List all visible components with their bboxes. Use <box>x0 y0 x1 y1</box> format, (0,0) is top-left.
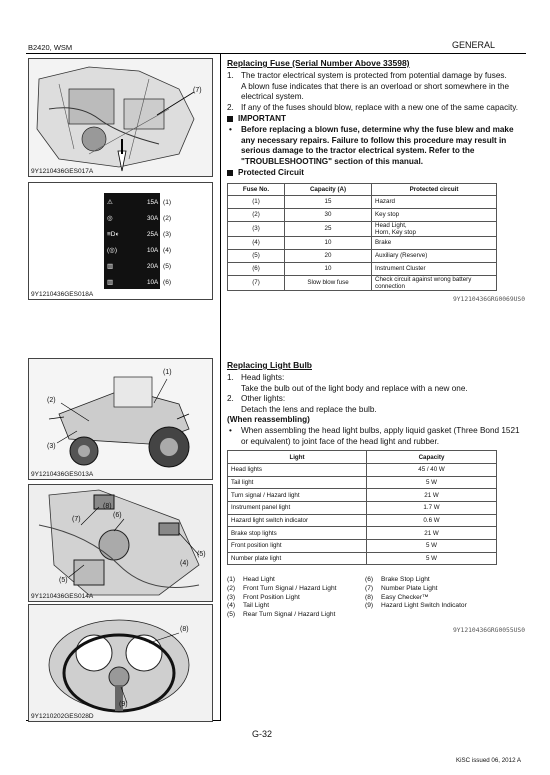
square-bullet-icon <box>227 170 233 176</box>
table-cell: Turn signal / Hazard light <box>228 489 367 502</box>
fuse-step-2: 2. If any of the fuses should blow, replace with a new one of the same capacity. <box>227 102 519 112</box>
fuse-number: (4) <box>163 247 172 254</box>
table-cell: 10 <box>285 236 372 249</box>
square-bullet-icon <box>227 116 233 122</box>
reassembling-text: • When assembling the head light bulbs, apply liquid gasket (Three Bond 1521 or equivalent) to joint face of the head light and rubber. <box>229 425 520 446</box>
fuse-number: (3) <box>163 231 172 238</box>
manual-icon: ▥ <box>107 263 114 270</box>
bulb-section-title: Replacing Light Bulb <box>227 360 312 370</box>
important-text: • Before replacing a blown fuse, determine why the fuse blew and make any necessary repairs. Failure to follow this procedure may result in serious damage to the tractor electrical system. Refer to the "TROUBLESHOOTING" section of this manual. <box>229 124 514 166</box>
table-cell: 30 <box>285 208 372 221</box>
engine-illustration <box>29 59 212 176</box>
table-row <box>228 208 497 221</box>
fuse-number-column <box>163 195 171 291</box>
table-cell: (6) <box>228 262 285 275</box>
figure-id: 9Y1210202GES028D <box>31 713 94 720</box>
fuse-amp-column <box>147 195 158 291</box>
issued-note: KiSC issued 06, 2012 A <box>456 757 522 764</box>
legend-item <box>365 594 467 603</box>
legend-label: Number Plate Light <box>381 584 438 592</box>
column-header: Fuse No. <box>228 183 285 195</box>
table-cell: Key stop <box>372 208 497 221</box>
legend-item <box>365 585 467 594</box>
table-cell: 20 <box>285 249 372 262</box>
figure-id: 9Y1210436GES018A <box>31 291 94 298</box>
reassembling-heading: (When reassembling) <box>227 415 310 425</box>
callout-8: (8) <box>180 626 189 633</box>
callout-2: (2) <box>47 397 56 404</box>
table-cell: 1.7 W <box>367 501 497 514</box>
legend <box>227 576 525 619</box>
bulb-section <box>227 360 525 634</box>
table-row <box>228 514 497 527</box>
column-header: Capacity (A) <box>285 183 372 195</box>
table-row <box>228 195 497 208</box>
table-cell: Tail light <box>228 476 367 489</box>
callout-3: (3) <box>47 443 56 450</box>
legend-left <box>227 576 365 619</box>
table-cell: Front position light <box>228 539 367 552</box>
legend-label: Hazard Light Switch Indicator <box>381 602 467 610</box>
header-left: B2420, WSM <box>28 43 73 52</box>
callout-7: (7) <box>193 87 202 94</box>
table-cell: (5) <box>228 249 285 262</box>
figure-rear-lights <box>28 484 213 602</box>
rear-illustration <box>29 485 212 601</box>
callout-7: (7) <box>72 516 81 523</box>
legend-item <box>227 585 365 594</box>
table-row <box>228 552 497 565</box>
fuse-amp: 25A <box>147 231 159 238</box>
fuse-number: (6) <box>163 279 172 286</box>
table-row <box>228 463 497 476</box>
table-cell: (1) <box>228 195 285 208</box>
table-cell: 21 W <box>367 527 497 540</box>
table-row <box>228 236 497 249</box>
figure-id: 9Y1210436GES014A <box>31 593 94 600</box>
table-cell: 45 / 40 W <box>367 463 497 476</box>
protected-circuit-heading: Protected Circuit <box>227 168 525 179</box>
fuse-table <box>227 183 497 291</box>
important-heading: IMPORTANT <box>227 114 525 125</box>
table-cell: 5 W <box>367 539 497 552</box>
legend-label: Head Light <box>243 576 275 584</box>
table-row <box>228 221 497 236</box>
table-cell: Head lights <box>228 463 367 476</box>
table-cell: 21 W <box>367 489 497 502</box>
fuse-section <box>227 58 525 303</box>
table-row <box>228 489 497 502</box>
callout-9: (9) <box>119 701 128 708</box>
table-cell: (4) <box>228 236 285 249</box>
header-rule <box>26 53 526 54</box>
fuse-number: (5) <box>163 263 172 270</box>
callout-1: (1) <box>163 369 172 376</box>
table-row <box>228 539 497 552</box>
figure-tractor-lights <box>28 358 213 480</box>
table-cell: (2) <box>228 208 285 221</box>
legend-label: Brake Stop Light <box>381 576 430 584</box>
legend-item <box>227 602 365 611</box>
fuse-amp: 10A <box>147 279 159 286</box>
callout-5: (5) <box>197 551 206 558</box>
column-header: Capacity <box>367 451 497 464</box>
column-header: Protected circuit <box>372 183 497 195</box>
bulb-table <box>227 450 497 565</box>
figure-id: 9Y1210436GES017A <box>31 168 94 175</box>
table-cell: (3) <box>228 221 285 236</box>
table-row <box>228 527 497 540</box>
table-cell: Head Light, Horn, Key stop <box>372 221 497 236</box>
table-cell: 0.6 W <box>367 514 497 527</box>
table-cell: 25 <box>285 221 372 236</box>
figure-fuse-box <box>28 182 213 300</box>
legend-right <box>365 576 467 619</box>
table-cell: Hazard light switch indicator <box>228 514 367 527</box>
fuse-number: (1) <box>163 199 172 206</box>
legend-number: (9) <box>365 602 374 610</box>
fuse-number: (2) <box>163 215 172 222</box>
tractor-illustration <box>29 359 212 479</box>
callout-6: (6) <box>113 512 122 519</box>
bulb-step-1: 1. Head lights: Take the bulb out of the light body and replace with a new one. <box>227 373 468 393</box>
fuse-amp: 15A <box>147 199 159 206</box>
table-cell: Brake stop lights <box>228 527 367 540</box>
table-cell: Auxiliary (Reserve) <box>372 249 497 262</box>
legend-item <box>227 594 365 603</box>
legend-item <box>227 611 365 620</box>
manual-icon: ▥ <box>107 279 114 286</box>
table-row <box>228 501 497 514</box>
page-number: G-32 <box>252 729 273 739</box>
table-row <box>228 476 497 489</box>
table-row <box>228 262 497 275</box>
fuse-amp: 10A <box>147 247 159 254</box>
legend-number: (5) <box>227 610 236 618</box>
warning-triangle-icon: ⚠ <box>107 199 113 206</box>
figure-fuse-location <box>28 58 213 177</box>
legend-number: (6) <box>365 576 374 584</box>
table-cell: Instrument panel light <box>228 501 367 514</box>
legend-number: (3) <box>227 593 236 601</box>
legend-number: (4) <box>227 602 236 610</box>
legend-number: (1) <box>227 576 236 584</box>
key-icon: ◎ <box>107 215 113 222</box>
legend-label: Front Position Light <box>243 593 300 601</box>
legend-item <box>227 576 365 585</box>
table-cell: 5 W <box>367 476 497 489</box>
column-header: Light <box>228 451 367 464</box>
fuse-amp: 30A <box>147 215 159 222</box>
fuse-section-code: 9Y1210436GRG0069US0 <box>452 295 525 303</box>
fuse-amp: 20A <box>147 263 159 270</box>
legend-item <box>365 602 467 611</box>
table-cell: Brake <box>372 236 497 249</box>
table-row <box>228 275 497 290</box>
legend-number: (7) <box>365 584 374 592</box>
callout-5: (5) <box>59 577 68 584</box>
legend-label: Easy Checker™ <box>381 593 429 601</box>
bulb-step-2: 2. Other lights: Detach the lens and replace the bulb. <box>227 394 377 414</box>
callout-8: (8) <box>103 503 112 510</box>
bulb-section-code: 9Y1210436GRG0055US0 <box>452 627 525 635</box>
brake-icon: (◎) <box>107 247 118 254</box>
table-row <box>228 249 497 262</box>
legend-number: (8) <box>365 593 374 601</box>
legend-label: Rear Turn Signal / Hazard Light <box>243 610 336 618</box>
figure-id: 9Y1210436GES013A <box>31 471 94 478</box>
fuse-step-1: 1. The tractor electrical system is protected from potential damage by fuses. A blown fuse indicates that there is an overload or short somewhere in the electrical system. <box>227 71 510 102</box>
fuse-section-title: Replacing Fuse (Serial Number Above 33598) <box>227 58 410 68</box>
callout-4: (4) <box>180 560 189 567</box>
legend-label: Front Turn Signal / Hazard Light <box>243 584 337 592</box>
legend-item <box>365 576 467 585</box>
table-cell: 10 <box>285 262 372 275</box>
table-cell: Hazard <box>372 195 497 208</box>
legend-number: (2) <box>227 584 236 592</box>
table-cell: 15 <box>285 195 372 208</box>
table-cell: Check circuit against wrong battery connection <box>372 275 497 290</box>
header-right: GENERAL <box>452 40 496 50</box>
table-cell: Number plate light <box>228 552 367 565</box>
legend-label: Tail Light <box>243 602 270 610</box>
figure-dashboard <box>28 604 213 722</box>
table-cell: Slow blow fuse <box>285 275 372 290</box>
table-cell: (7) <box>228 275 285 290</box>
table-cell: 5 W <box>367 552 497 565</box>
headlight-icon: ≡D◐ <box>107 231 120 238</box>
table-cell: Instrument Cluster <box>372 262 497 275</box>
column-divider <box>220 53 221 720</box>
